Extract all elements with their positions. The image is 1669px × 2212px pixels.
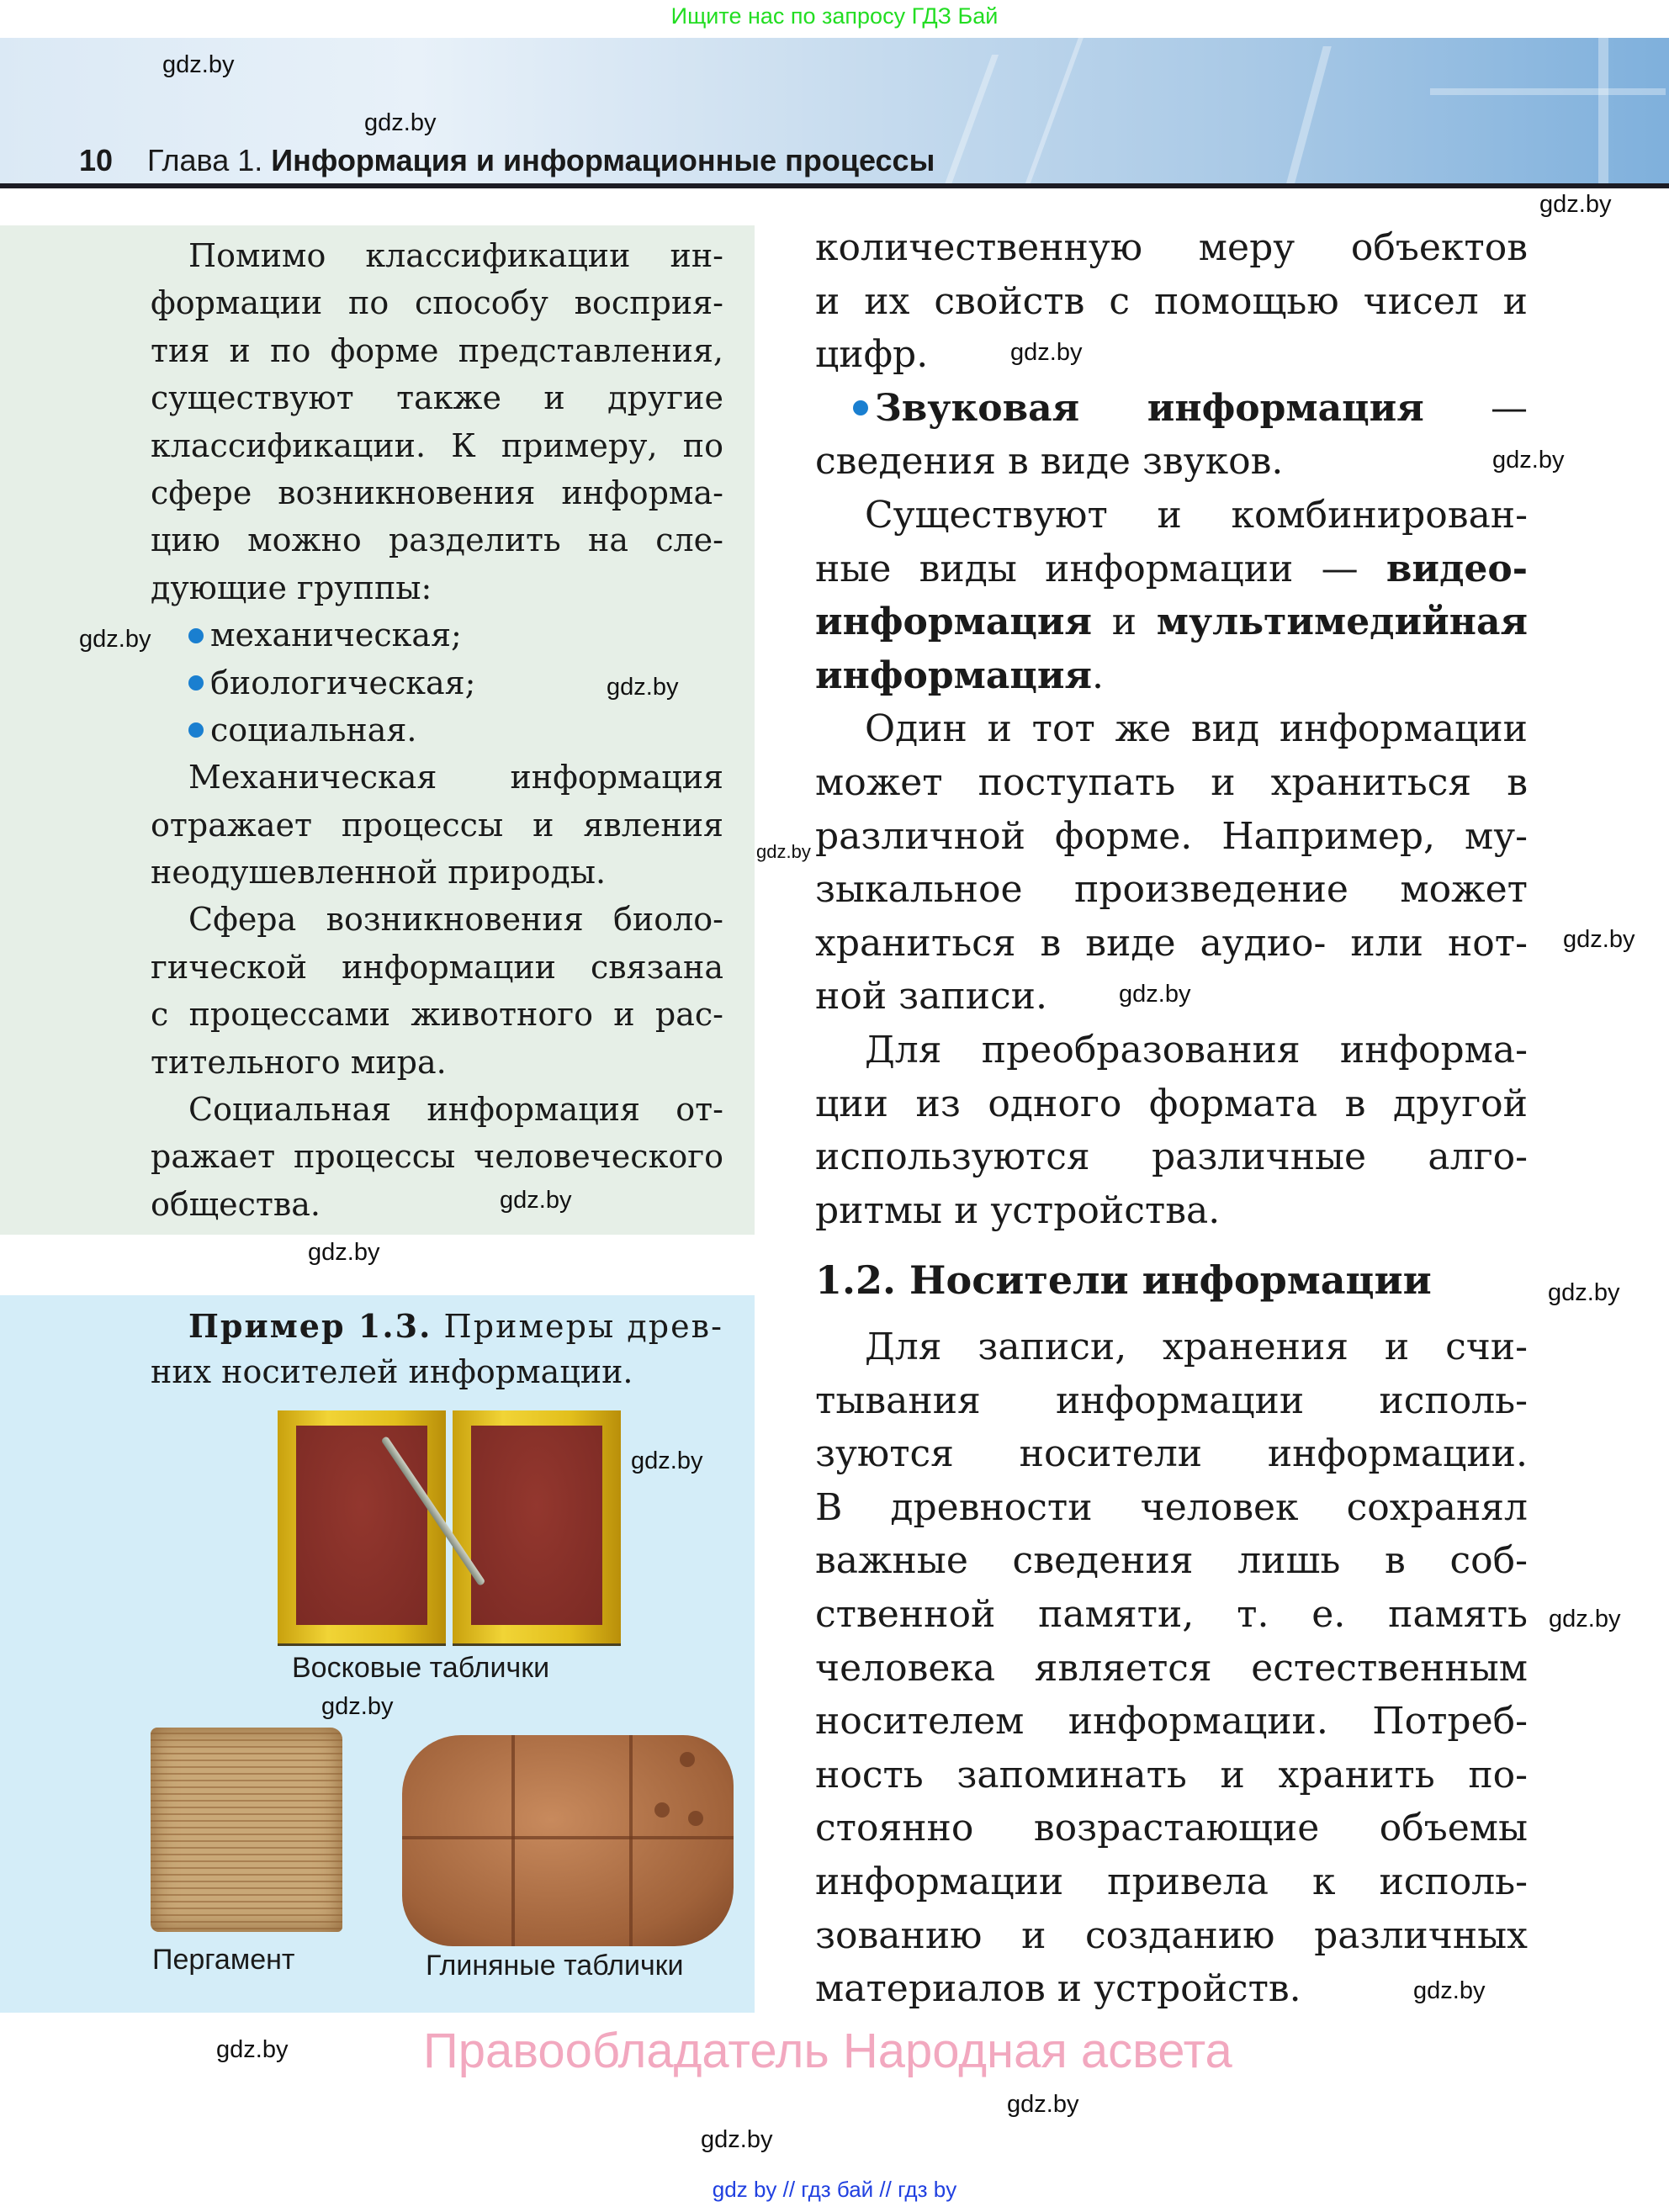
line-content xyxy=(151,949,723,986)
text-line xyxy=(815,917,1528,971)
wax-tablets-image xyxy=(278,1410,621,1643)
text-line xyxy=(815,275,1528,329)
line-text: Помимо классификации ин- xyxy=(188,237,723,274)
line-content xyxy=(815,1189,1220,1232)
line-content xyxy=(815,601,1528,643)
line-content xyxy=(815,1647,1528,1690)
bold-term: Звуковая информация xyxy=(875,386,1424,430)
text-line xyxy=(815,1642,1528,1696)
line-text: ные виды информации — xyxy=(815,547,1386,590)
line-text: ражает процессы человеческого xyxy=(151,1138,723,1176)
text-line xyxy=(151,1181,723,1228)
line-content xyxy=(815,1082,1528,1125)
chapter-name: Информация и информационные процессы xyxy=(271,143,935,177)
text-line xyxy=(815,542,1528,596)
text-line xyxy=(815,1427,1528,1481)
line-text: ность запоминать и хранить по- xyxy=(815,1753,1528,1797)
text-line xyxy=(815,756,1528,810)
bold-term: Пример 1.3. xyxy=(188,1307,432,1345)
footer-links[interactable]: gdz by // гдз бай // гдз by xyxy=(712,2177,957,2202)
chapter-prefix: Глава 1. xyxy=(147,143,263,177)
text-line xyxy=(151,469,723,516)
line-text: механическая; xyxy=(210,617,462,654)
header-divider xyxy=(0,183,1669,188)
line-text: ритмы и устройства. xyxy=(815,1188,1221,1232)
text-line xyxy=(815,649,1528,703)
bold-term: мультимедийная xyxy=(1156,601,1528,644)
gdz-watermark: gdz.by xyxy=(162,51,235,78)
gdz-watermark: gdz.by xyxy=(321,1693,394,1720)
page-number: 10 xyxy=(79,143,114,177)
gdz-watermark: gdz.by xyxy=(701,2126,773,2153)
caption-wax-tablets: Восковые таблички xyxy=(292,1652,550,1684)
line-content xyxy=(151,1138,723,1175)
text-line xyxy=(815,1855,1528,1909)
gdz-watermark: gdz.by xyxy=(1563,926,1635,953)
text-line xyxy=(151,706,723,754)
line-text: зыкальное произведение может xyxy=(815,868,1528,912)
line-text: Примеры древ- xyxy=(432,1308,723,1345)
gdz-watermark: gdz.by xyxy=(1119,981,1191,1008)
bullet-icon xyxy=(188,628,204,643)
line-text: и xyxy=(1092,601,1157,644)
line-content xyxy=(151,427,723,464)
text-line xyxy=(151,802,723,849)
line-text: них носителей информации. xyxy=(151,1353,633,1390)
text-line xyxy=(815,1909,1528,1963)
line-text: стоянно возрастающие объемы xyxy=(815,1807,1528,1850)
line-content xyxy=(151,521,723,558)
main-text-section xyxy=(815,1320,1528,2016)
line-text: биологическая; xyxy=(210,664,476,701)
line-content xyxy=(815,1914,1528,1957)
line-content xyxy=(151,854,606,891)
line-content xyxy=(815,975,1047,1018)
gdz-watermark: gdz.by xyxy=(216,2036,289,2063)
parchment-image xyxy=(151,1728,342,1932)
bullet-icon xyxy=(853,400,868,415)
line-content xyxy=(815,280,1528,323)
line-text: количественную меру объектов xyxy=(815,226,1528,269)
line-text: существуют также и другие xyxy=(151,379,723,417)
text-line xyxy=(815,221,1528,275)
line-content xyxy=(815,440,1283,483)
line-content xyxy=(815,1860,1528,1903)
example-text xyxy=(151,1304,723,1394)
text-line xyxy=(815,1588,1528,1642)
line-content xyxy=(815,333,928,376)
line-content xyxy=(151,379,723,416)
text-line xyxy=(815,1374,1528,1428)
line-content xyxy=(188,1091,723,1128)
line-text: тительного мира. xyxy=(151,1043,447,1081)
line-text: . xyxy=(1092,654,1105,697)
line-text: человека является естественным xyxy=(815,1646,1528,1690)
bullet-icon xyxy=(188,722,204,738)
text-line xyxy=(151,374,723,421)
bold-term: видео- xyxy=(1386,547,1528,590)
line-content xyxy=(151,1186,321,1223)
line-text: цию можно разделить на сле- xyxy=(151,521,723,559)
line-text: носителем информации. Потреб- xyxy=(815,1700,1528,1744)
line-content xyxy=(151,1044,447,1081)
text-line xyxy=(815,1802,1528,1855)
text-line xyxy=(151,1133,723,1180)
line-text: общества. xyxy=(151,1185,321,1223)
top-search-link[interactable]: Ищите нас по запросу ГДЗ Бай xyxy=(670,3,999,29)
line-content xyxy=(188,664,475,701)
line-text: используются различные алго- xyxy=(815,1135,1528,1179)
caption-parchment: Пергамент xyxy=(152,1944,295,1976)
line-content xyxy=(151,569,432,606)
line-text: различной форме. Например, му- xyxy=(815,814,1528,858)
bullet-icon xyxy=(188,675,204,691)
text-line xyxy=(151,754,723,801)
text-line xyxy=(151,1304,723,1349)
line-text: дующие группы: xyxy=(151,569,432,606)
line-content xyxy=(151,996,723,1033)
text-line xyxy=(151,1349,723,1394)
text-line xyxy=(151,232,723,279)
text-line xyxy=(815,1024,1528,1077)
line-content xyxy=(188,1308,723,1345)
line-text: неодушевленной природы. xyxy=(151,854,607,892)
line-text: может поступать и храниться в xyxy=(815,760,1528,804)
line-content xyxy=(815,1967,1301,2010)
gdz-watermark: gdz.by xyxy=(500,1187,572,1214)
text-line xyxy=(151,1039,723,1086)
gdz-watermark: gdz.by xyxy=(607,674,679,701)
line-content xyxy=(188,759,723,796)
gdz-watermark: gdz.by xyxy=(1007,2091,1079,2118)
line-content xyxy=(151,332,723,369)
line-content xyxy=(188,901,723,938)
line-content xyxy=(815,1807,1528,1850)
line-content xyxy=(815,1754,1528,1797)
line-text: Социальная информация от- xyxy=(188,1091,723,1129)
text-line xyxy=(151,1086,723,1133)
line-text: — xyxy=(1423,386,1528,430)
line-text: ственной памяти, т. е. память xyxy=(815,1592,1528,1636)
line-text: сведения в виде звуков. xyxy=(815,440,1284,484)
chapter-title xyxy=(147,143,935,178)
line-content xyxy=(865,707,1528,750)
text-line xyxy=(815,1695,1528,1749)
text-line xyxy=(151,564,723,611)
line-content xyxy=(815,1379,1528,1422)
gdz-watermark: gdz.by xyxy=(1539,191,1612,218)
gdz-watermark: gdz.by xyxy=(1548,1279,1620,1306)
line-text: Существуют и комбинирован- xyxy=(865,493,1528,537)
line-text: ной записи. xyxy=(815,975,1047,1019)
gdz-watermark: gdz.by xyxy=(1492,447,1565,474)
text-line xyxy=(815,1534,1528,1588)
gdz-watermark: gdz.by xyxy=(364,109,437,136)
gdz-watermark: gdz.by xyxy=(756,841,811,862)
line-text: отражает процессы и явления xyxy=(151,806,723,844)
text-line xyxy=(151,422,723,469)
gdz-watermark: gdz.by xyxy=(1549,1606,1621,1633)
line-content xyxy=(865,494,1528,537)
line-text: Сфера возникновения биоло- xyxy=(188,901,723,939)
section-heading: 1.2. Носители информации xyxy=(815,1257,1432,1303)
text-line xyxy=(151,611,723,659)
sidebar-note-text xyxy=(151,232,723,1228)
text-line xyxy=(151,991,723,1038)
line-text: тия и по форме представления, xyxy=(151,331,723,369)
line-content xyxy=(815,654,1104,697)
line-content xyxy=(188,617,462,654)
line-text: зованию и созданию различных xyxy=(815,1913,1528,1957)
line-text: социальная. xyxy=(210,711,417,749)
line-content xyxy=(815,1135,1528,1178)
line-text: Для записи, хранения и счи- xyxy=(865,1326,1528,1368)
line-content xyxy=(815,1593,1528,1636)
text-line xyxy=(151,849,723,896)
text-line xyxy=(815,595,1528,649)
text-line xyxy=(815,702,1528,756)
gdz-watermark: gdz.by xyxy=(1010,339,1083,366)
line-text: информации привела к исполь- xyxy=(815,1860,1528,1903)
text-line xyxy=(815,810,1528,864)
bold-term: информация xyxy=(815,654,1093,697)
line-text: и их свойств с помощью чисел и xyxy=(815,279,1528,323)
bold-term: информация xyxy=(815,601,1093,644)
line-content xyxy=(815,922,1528,965)
line-text: тывания информации исполь- xyxy=(815,1379,1528,1422)
line-text: храниться в виде аудио- или нот- xyxy=(815,921,1528,965)
gdz-watermark: gdz.by xyxy=(631,1447,703,1474)
line-text: Один и тот же вид информации xyxy=(865,707,1528,751)
text-line xyxy=(815,1130,1528,1184)
text-line xyxy=(815,863,1528,917)
gdz-watermark: gdz.by xyxy=(79,626,151,653)
line-text: Механическая информация xyxy=(188,759,723,796)
line-content xyxy=(853,387,1528,430)
text-line xyxy=(815,1320,1528,1374)
text-line xyxy=(815,382,1528,436)
line-content xyxy=(151,807,723,844)
line-content xyxy=(815,1486,1528,1529)
line-text: ции из одного формата в другой xyxy=(815,1082,1528,1125)
gdz-watermark: gdz.by xyxy=(308,1239,380,1266)
line-text: гической информации связана xyxy=(151,948,723,986)
line-text: важные сведения лишь в соб- xyxy=(815,1539,1528,1583)
main-text-top xyxy=(815,221,1528,1237)
line-content xyxy=(188,712,416,749)
text-line xyxy=(815,1749,1528,1802)
line-text: формации по способу восприя- xyxy=(151,284,723,322)
text-line xyxy=(815,328,1528,382)
line-content xyxy=(151,1353,633,1390)
text-line xyxy=(151,327,723,374)
clay-tablet-image xyxy=(402,1735,734,1946)
line-text: сфере возникновения информа- xyxy=(151,474,723,511)
text-line xyxy=(151,516,723,564)
line-content xyxy=(815,226,1528,269)
text-line xyxy=(815,1077,1528,1131)
line-text: зуются носители информации. xyxy=(815,1432,1528,1476)
line-content xyxy=(151,474,723,511)
line-content xyxy=(815,761,1528,804)
line-text: материалов и устройств. xyxy=(815,1967,1301,2011)
line-content xyxy=(815,1539,1528,1582)
line-content xyxy=(815,548,1528,590)
line-text: с процессами животного и рас- xyxy=(151,996,723,1034)
line-content xyxy=(188,237,723,274)
line-text: В древности человек сохранял xyxy=(815,1485,1528,1529)
text-line xyxy=(815,1481,1528,1535)
line-text: Для преобразования информа- xyxy=(865,1028,1528,1072)
line-content xyxy=(865,1029,1528,1072)
gdz-watermark: gdz.by xyxy=(1413,1977,1486,2004)
line-text: классификации. К примеру, по xyxy=(151,426,723,464)
text-line xyxy=(151,944,723,991)
text-line xyxy=(151,279,723,326)
line-content xyxy=(815,1700,1528,1743)
line-content xyxy=(151,284,723,321)
line-content xyxy=(865,1326,1528,1368)
caption-clay-tablets: Глиняные таблички xyxy=(426,1950,684,1982)
line-text: цифр. xyxy=(815,333,929,377)
text-line xyxy=(815,435,1528,489)
line-content xyxy=(815,815,1528,858)
text-line xyxy=(815,1184,1528,1238)
line-content xyxy=(815,868,1528,911)
line-content xyxy=(815,1432,1528,1475)
text-line xyxy=(151,896,723,943)
copyright-watermark: Правообладатель Народная асвета xyxy=(423,2024,1232,2078)
text-line xyxy=(815,489,1528,542)
